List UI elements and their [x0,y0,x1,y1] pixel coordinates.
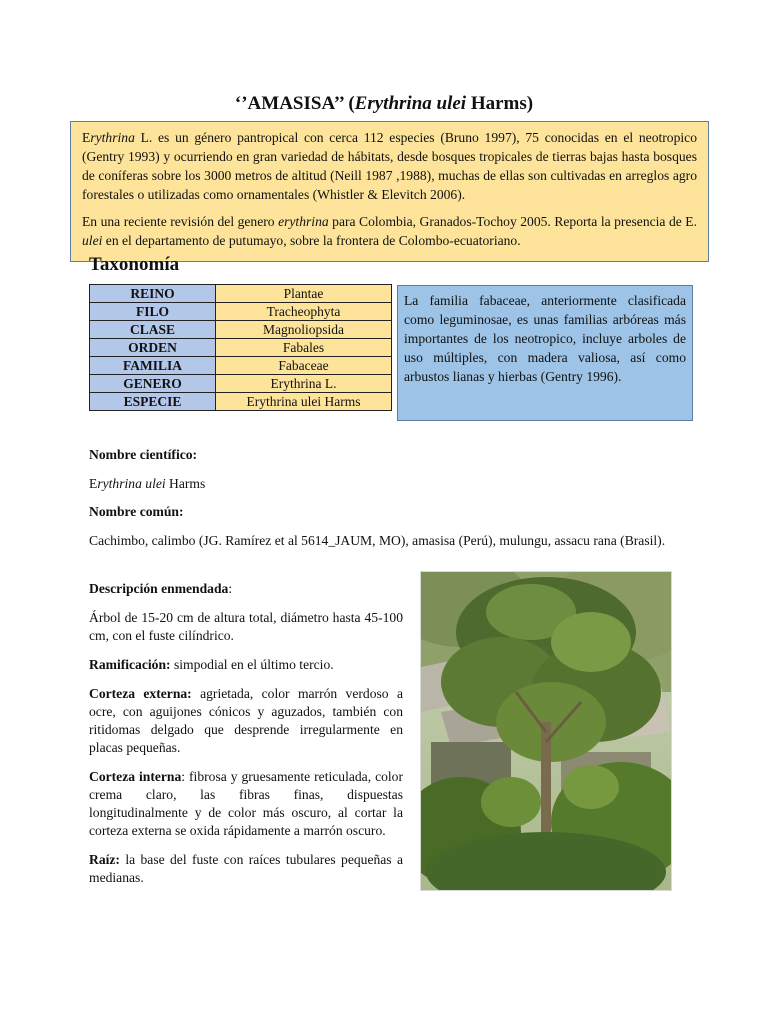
description-column [89,580,403,898]
table-row [90,285,392,303]
intro-paragraph-2: En una reciente revisión del genero erythrina para Colombia, Granados-Tochoy 2005. Reporta la presencia de E. ulei en el departamento de putumayo, sobre la frontera de Colombo-ecuatoriano. [82,214,697,248]
scientific-name-value: Erythrina ulei Harms [89,476,206,491]
table-row [90,357,392,375]
common-name-label: Nombre común: [89,504,184,519]
table-row [90,321,392,339]
scientific-name-label: Nombre científico: [89,447,198,462]
taxonomy-rank: REINO [90,285,216,303]
description-ramification: Ramificación: simpodial en el último tercio. [89,657,334,672]
table-row [90,375,392,393]
taxonomy-value: Plantae [216,285,392,303]
taxonomy-value: Tracheophyta [216,303,392,321]
page-title: ‘’AMASISA’’ (Erythrina ulei Harms) [234,93,534,114]
taxonomy-rank: GENERO [90,375,216,393]
description-root: Raíz: la base del fuste con raíces tubulares pequeñas a medianas. [89,852,403,885]
intro-box [70,121,709,262]
taxonomy-value: Fabales [216,339,392,357]
taxonomy-rank: FAMILIA [90,357,216,375]
description-heading: Descripción enmendada: [89,581,233,596]
taxonomy-value: Magnoliopsida [216,321,392,339]
description-inner-bark: Corteza interna: fibrosa y gruesamente reticulada, color crema claro, las fibras finas, dispuestas longitudinalmente y de color más oscuro, al cortar la corteza externa se oxida rápidamente a marrón oscuro. [89,769,404,838]
fabaceae-note-box: La familia fabaceae, anteriormente clasificada como leguminosae, es unas familias arbóreas más importantes de los neotropico, incluye arboles de uso múltiples, con madera valiosa, así como arbustos lianas y hierbas (Gentry 1996). [397,285,693,421]
taxonomy-rank: ORDEN [90,339,216,357]
taxonomy-rank: ESPECIE [90,393,216,411]
table-row [90,303,392,321]
taxonomy-rank: FILO [90,303,216,321]
common-name-value: Cachimbo, calimbo (JG. Ramírez et al 5614_JAUM, MO), amasisa (Perú), mulungu, assacu rana (Brasil). [89,533,666,548]
table-row [90,339,392,357]
table-row [90,393,392,411]
taxonomy-rank: CLASE [90,321,216,339]
description-outer-bark: Corteza externa: agrietada, color marrón verdoso a ocre, con aguijones cónicos y aguzados, también con ritidomas delgado que desprende irregularmente en placas pequeñas. [89,686,403,755]
taxonomy-value: Erythrina ulei Harms [216,393,392,411]
taxonomy-value: Erythrina L. [216,375,392,393]
taxonomy-value: Fabaceae [216,357,392,375]
taxonomy-heading: Taxonomía [89,254,180,275]
description-tree: Árbol de 15-20 cm de altura total, diámetro hasta 45-100 cm, con el fuste cilíndrico. [89,610,403,643]
taxonomy-table [89,284,392,411]
tree-photo [420,571,672,891]
intro-paragraph-1: Erythrina L. es un género pantropical con cerca 112 especies (Bruno 1997), 75 conocidas en el neotropico (Gentry 1993) y ocurriendo en gran variedad de hábitats, desde bosques tropicales de tierras bajas hasta bosques de coníferas sobre los 3000 metros de altitud (Neill 1987 ,1988), muchas de ellas son cultivadas en arreglos agro forestales o utilizadas como ornamentales (Whistler & Elevitch 2006). [82,130,697,202]
